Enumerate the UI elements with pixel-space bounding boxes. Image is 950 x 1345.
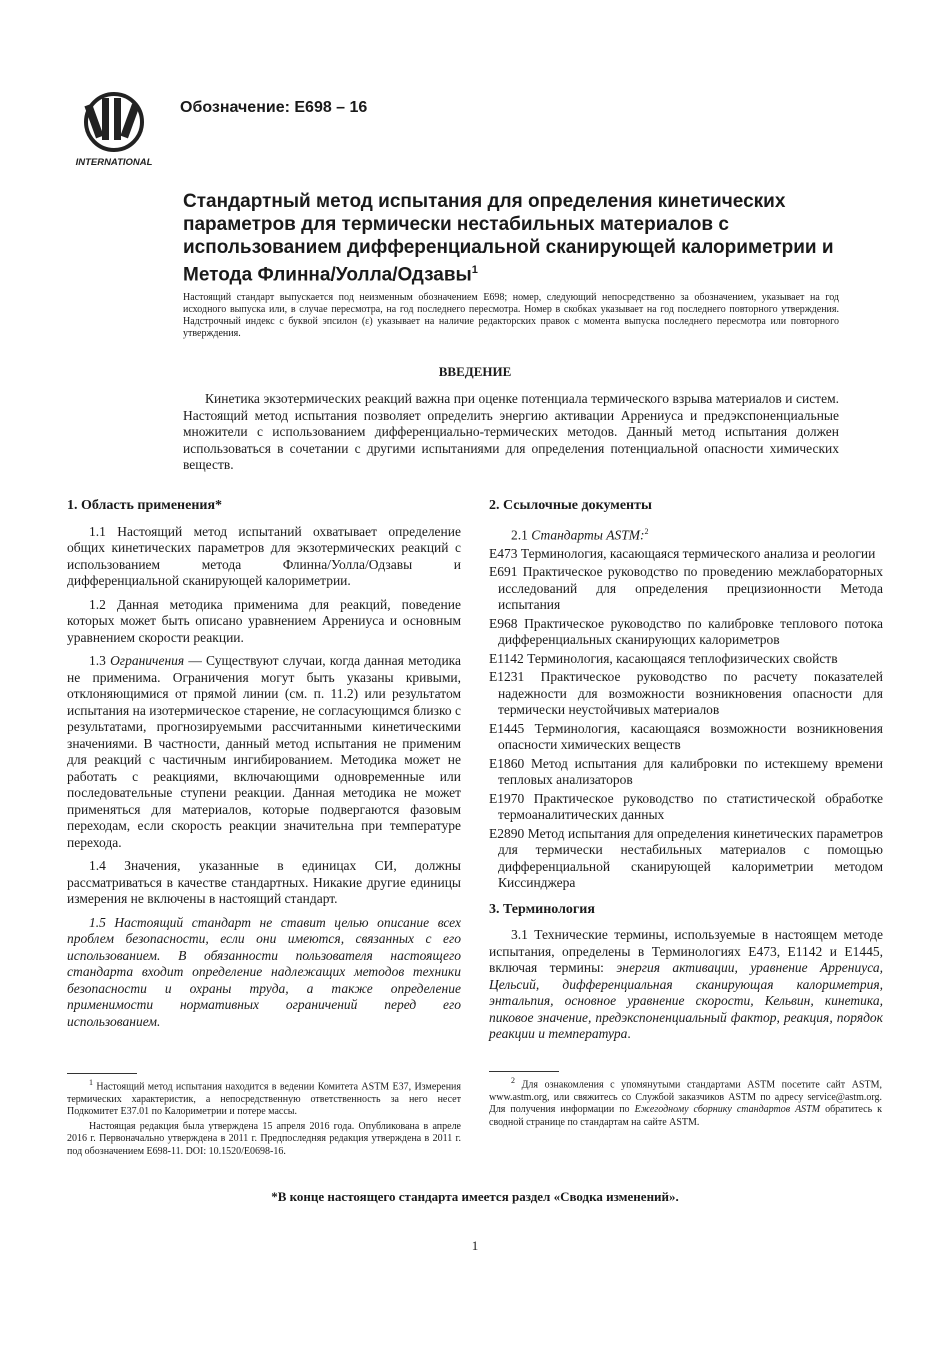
footnote-1: [67, 1077, 461, 1160]
footnote-1-para-a: [67, 1077, 461, 1119]
footnote-2-end: обратитесь к сводной странице по стандартам на сайте ASTM.: [489, 1104, 883, 1128]
reference-item: E691 Практическое руководство по проведению межлабораторных исследований для определения прецизионности Метода испытания: [489, 564, 883, 612]
footnote-1-mark: 1: [89, 1078, 93, 1087]
astm-standards-label: [489, 524, 883, 544]
reference-item: E1231 Практическое руководство по расчету показателей надежности для возможности возникновения опасности для термически неустойчивых материалов: [489, 669, 883, 717]
title-text: Стандартный метод испытания для определения кинетических параметров для термически нестабильных материалов с использованием дифференциальной сканирующей калориметрии и Метода Флинна/Уолла/Одзавы: [183, 191, 834, 286]
logo-text: INTERNATIONAL: [75, 157, 153, 168]
para-1-2: 1.2 Данная методика применима для реакций, поведение которых может быть описано уравнением Аррениуса и основным уравнением скорости реакции.: [67, 596, 461, 645]
reference-item: E1860 Метод испытания для калибровки по истекшему времени тепловых анализаторов: [489, 755, 883, 787]
para-3-1-text: 3.1 Технические термины, используемые в настоящем методе испытания, определены в Терминологиях E473, E1142 и E1445, включая термины:: [489, 927, 883, 975]
intro-heading: ВВЕДЕНИЕ: [438, 364, 512, 379]
sub-num: 2.1: [511, 527, 532, 542]
para-1-5: 1.5 Настоящий стандарт не ставит целью описание всех проблем безопасности, если они имеются, связанных с его использованием. В обязанности пользователя настоящего стандарта входит определение надлежащих методов техники безопасности и охраны труда, а также определение применимости нормативных ограничений перед его использованием.: [67, 914, 461, 1029]
footnote-1-para-b: Настоящая редакция была утверждена 15 апреля 2016 года. Опубликована в апреле 2016 г. Первоначально утверждена в 2011 г. Предпоследняя редакция утверждена в 2011 г. под обозначением E698-11. DOI: 10.1520/E0698-16.: [67, 1120, 461, 1157]
section-3-heading: 3. Терминология: [489, 901, 595, 917]
footnote-2-italic: Ежегодному сборнику стандартов ASTM: [634, 1104, 821, 1116]
sub-label: Стандарты ASTM:: [531, 527, 645, 542]
para-1-3-num: 1.3: [89, 653, 111, 668]
footnote-2-text: Для ознакомления с упомянутыми стандартами ASTM посетите сайт ASTM, www.astm.org, или свяжитесь со Службой заказчиков ASTM по адресу service@astm.org. Для получения информации по: [489, 1079, 882, 1116]
footnote-2-mark: 2: [511, 1076, 515, 1085]
designation: Обозначение: E698 – 16: [180, 99, 368, 116]
sub-footnote-mark: 2: [644, 526, 649, 536]
issue-notice: Настоящий стандарт выпускается под неизменным обозначением E698; номер, следующий непосредственно за обозначением, указывает на год исходного выпуска или, в случае пересмотра, на год последнего пересмотра. Номер в скобках указывает на год последнего повторного утверждения. Надстрочный индекс с буквой эпсилон (ε) указывает на наличие редакторских правок с момента выпуска последнего пересмотра или повторного утверждения.: [183, 292, 839, 339]
reference-item: E1970 Практическое руководство по статистической обработке термоаналитических данных: [489, 790, 883, 822]
para-3-1: [489, 927, 883, 1043]
document-title: [183, 190, 853, 286]
right-column: [489, 498, 883, 1050]
footnote-1-text-a: Настоящий метод испытания находится в ведении Комитета ASTM E37, Измерения термических характеристик, а непосредственную ответственность за него несет Подкомитет E37.01 по Калориметрии и потере массы.: [67, 1081, 461, 1118]
reference-item: E1445 Терминология, касающаяся возможности возникновения опасности химических веществ: [489, 720, 883, 752]
astm-logo-icon: [68, 90, 160, 170]
para-1-1: 1.1 Настоящий метод испытаний охватывает определение общих кинетических параметров для экзотермических реакций с использованием метода Флинна/Уолла/Одзавы и дифференциальной сканирующей калориметрии.: [67, 523, 461, 588]
para-1-3-lead: Ограничения: [110, 653, 185, 668]
para-1-4: 1.4 Значения, указанные в единицах СИ, должны рассматриваться в качестве стандартных. Никакие другие единицы измерения не включены в настоящий стандарт.: [67, 858, 461, 906]
reference-item: E968 Практическое руководство по калибровке теплового потока дифференциальных сканирующих калориметров: [489, 615, 883, 647]
para-3-1-terms: энергия активации, уравнение Аррениуса, Цельсий, дифференциальная сканирующая калориметрия, энтальпия, основное уравнение скорости, Кельвин, кинетика, пиковое значение, предэкспоненциальный фактор, реакция, порядок реакции и температура: [489, 960, 884, 1041]
page-number: 1: [471, 1238, 479, 1253]
intro-text: Кинетика экзотермических реакций важна при оценке потенциала термического взрыва материалов и систем. Настоящий метод испытания позволяет определить энергию активации Аррениуса и предэкспоненциальные множители с использованием дифференциально-термических методов. Данный метод испытания должен использоваться в сочетании с другими испытаниями для определения потенциальной опасности химических веществ.: [183, 391, 839, 472]
left-column: [67, 498, 461, 1037]
para-1-3-text: — Существуют случаи, когда данная методика не применима. Ограничения могут быть указаны кривыми, отклоняющимися от прямой линии (см. п. 11.2) или результатом испытания на изотермическое старение, не согласующимся близко с результатами, прогнозируемыми рассчитанными кинетическими значениями. В частности, данный метод испытания не применим для реакций с частичным ингибированием. Методика может не работать с реакциями, включающими одновременные или последовательные ступени реакции. Данная методика не может применяться для материалов, которые подвергаются фазовым переходам, если скорость реакции значительна при температуре перехода.: [67, 653, 462, 850]
footnote-2: [489, 1075, 882, 1131]
summary-of-changes-note: *В конце настоящего стандарта имеется раздел «Сводка изменений».: [271, 1189, 679, 1204]
footnote-rule-right: [489, 1071, 559, 1072]
title-footnote-mark: 1: [471, 264, 478, 276]
reference-item: E2890 Метод испытания для определения кинетических параметров для термически нестабильных материалов с помощью дифференциальной сканирующей калориметрии методом Киссинджера: [489, 825, 883, 890]
para-1-3: [67, 653, 461, 851]
section-2-heading: 2. Ссылочные документы: [489, 498, 652, 513]
astm-logo: [68, 90, 160, 170]
section-1-heading: 1. Область применения*: [67, 498, 223, 513]
reference-item: E1142 Терминология, касающаяся теплофизических свойств: [489, 650, 838, 666]
footnote-rule-left: [67, 1073, 137, 1074]
footnote-2-para: [489, 1075, 882, 1129]
para-3-1-end: .: [627, 1026, 631, 1041]
reference-item: E473 Терминология, касающаяся термического анализа и реологии: [489, 545, 876, 561]
